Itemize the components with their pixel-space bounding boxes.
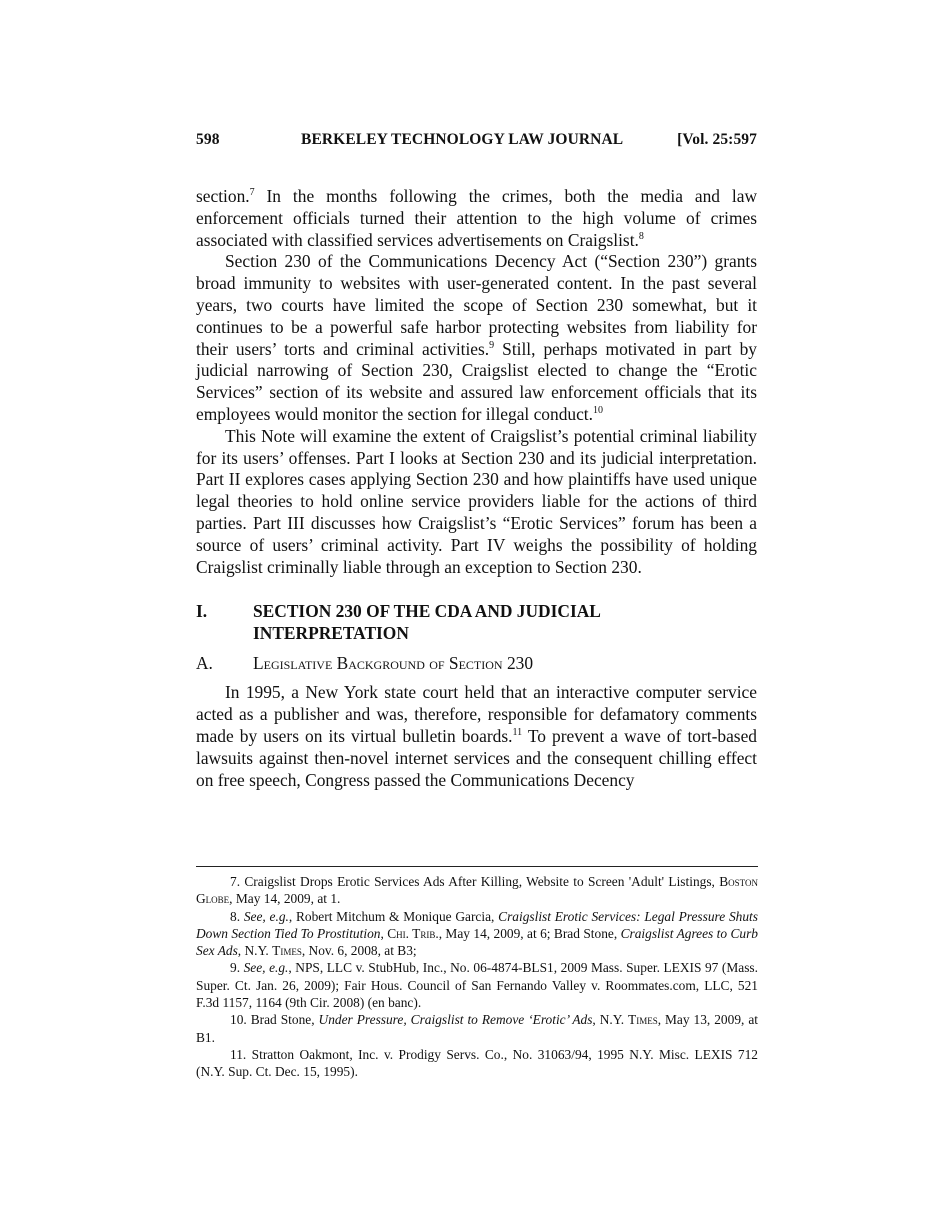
footnote-number: 8.	[230, 908, 241, 924]
footnote-source: Times	[272, 943, 302, 959]
footnote-text: Stratton Oakmont, Inc. v. Prodigy Servs. Co., No. 31063/94, 1995 N.Y. Misc. LEXIS 712 (N.Y. Sup. Ct. Dec. 15, 1995).	[196, 1046, 758, 1080]
article-title: Craigslist Agrees to Curb Sex Ads	[196, 925, 758, 959]
paragraph-text: To prevent a wave of tort-based lawsuits against then-novel internet services and the consequent chilling effect on free speech, Congress passed the Communications Decency	[196, 725, 757, 790]
footnote-number: 9.	[230, 960, 241, 976]
footnote-ref-11[interactable]: 11	[512, 726, 523, 738]
running-header	[196, 131, 757, 153]
subsection-heading-a	[196, 652, 757, 674]
article-title: Craigslist Erotic Services: Legal Pressure Shuts Down Section Tied To Prostitution	[196, 908, 758, 941]
footnote-number: 11.	[230, 1046, 247, 1062]
footnote-text: , May 14, 2009, at 1.	[229, 891, 341, 907]
footnote-text: , NPS, LLC v. StubHub, Inc., No. 06-4874-BLS1, 2009 Mass. Super. LEXIS 97 (Mass. Super. Ct. Jan. 26, 2009); Fair Hous. Council of San Fernando Valley v. Roommates.com, LLC, 521 F.3d 1157, 1164 (9th Cir. 2008) (en banc).	[196, 960, 758, 1011]
signal-text: See, e.g.	[243, 908, 289, 924]
body-text-bottom	[196, 682, 757, 791]
footnote-text: , Nov. 6, 2008, at B3;	[301, 943, 417, 959]
page	[196, 131, 757, 791]
volume-citation: [Vol. 25:597	[677, 131, 757, 148]
article-title: Under Pressure, Craigslist to Remove ‘Erotic’ Ads	[318, 1012, 593, 1028]
footnote-source: Boston Globe	[196, 874, 758, 907]
section-title: SECTION 230 OF THE CDA AND JUDICIAL INTERPRETATION	[253, 601, 600, 644]
footnote-text: , May 14, 2009, at 6; Brad Stone,	[438, 925, 621, 941]
body-text-top	[196, 186, 757, 578]
footnote-source: Chi. Trib.	[387, 925, 439, 941]
footnote-text: , N.Y.	[237, 943, 273, 959]
footnote-ref-10[interactable]: 10	[593, 404, 603, 416]
footnote-11	[196, 1046, 758, 1081]
footnote-ref-8[interactable]: 8	[638, 230, 644, 242]
footnote-source: Times	[628, 1012, 658, 1028]
paragraph-text: In 1995, a New York state court held that an interactive computer service acted as a publisher and was, therefore, responsible for defamatory comments made by users on its virtual bulletin boards.	[196, 682, 757, 746]
footnote-text: , N.Y.	[592, 1012, 629, 1028]
paragraph-2	[196, 251, 757, 425]
footnote-text: Craigslist Drops Erotic Services Ads After Killing, Website to Screen 'Adult' Listings,	[240, 874, 720, 889]
footnote-divider	[196, 866, 758, 867]
journal-title: BERKELEY TECHNOLOGY LAW JOURNAL	[301, 131, 624, 148]
signal-text: See, e.g.	[243, 960, 289, 976]
footnote-text: , May 13, 2009, at B1.	[196, 1012, 759, 1045]
paragraph-4	[196, 682, 757, 791]
paragraph-text: Still, perhaps motivated in part by judicial narrowing of Section 230, Craigslist elected to change the “Erotic Services” section of its website and assured law enforcement officials that its employees would monitor the section for illegal conduct.	[196, 338, 758, 424]
paragraph-text: section.	[196, 186, 250, 206]
footnote-7	[196, 873, 758, 908]
footnote-text: , Robert Mitchum & Monique Garcia,	[288, 908, 499, 924]
subsection-number: A.	[196, 653, 213, 674]
footnote-text: Brad Stone,	[246, 1012, 319, 1028]
paragraph-1	[196, 186, 757, 251]
section-number: I.	[196, 601, 208, 622]
paragraph-text: In the months following the crimes, both the media and law enforcement officials turned their attention to the high volume of crimes associated with classified services advertisements on Craigslist.	[196, 186, 757, 250]
page-number: 598	[196, 131, 220, 148]
paragraph-text: Section 230 of the Communications Decency Act (“Section 230”) grants broad immunity to websites with user-generated content. In the past several years, two courts have limited the scope of Section 230 somewhat, but it continues to be a powerful safe harbor protecting websites from liability for their users’ torts and criminal activities.	[196, 251, 757, 359]
footnote-10	[196, 1011, 758, 1046]
footnote-8	[196, 908, 758, 960]
footnote-number: 7.	[230, 874, 241, 889]
footnote-text: ,	[380, 925, 388, 941]
paragraph-3	[196, 426, 757, 579]
paragraph-text: This Note will examine the extent of Craigslist’s potential criminal liability for its users’ offenses. Part I looks at Section 230 and its judicial interpretation. Part II explores cases applying Section 230 and how plaintiffs have used unique legal theories to hold online service providers liable for the actions of third parties. Part III discusses how Craigslist’s “Erotic Services” forum has been a source of users’ criminal activity. Part IV weighs the possibility of holding Craigslist criminally liable through an exception to Section 230.	[196, 425, 757, 577]
section-heading-1	[196, 600, 757, 644]
footnote-9	[196, 959, 758, 1011]
footnotes	[196, 866, 758, 1081]
footnote-ref-7[interactable]: 7	[249, 187, 255, 198]
footnote-number: 10.	[230, 1012, 247, 1028]
footnote-ref-9[interactable]: 9	[489, 339, 495, 351]
subsection-title: Legislative Background of Section 230	[253, 653, 534, 674]
